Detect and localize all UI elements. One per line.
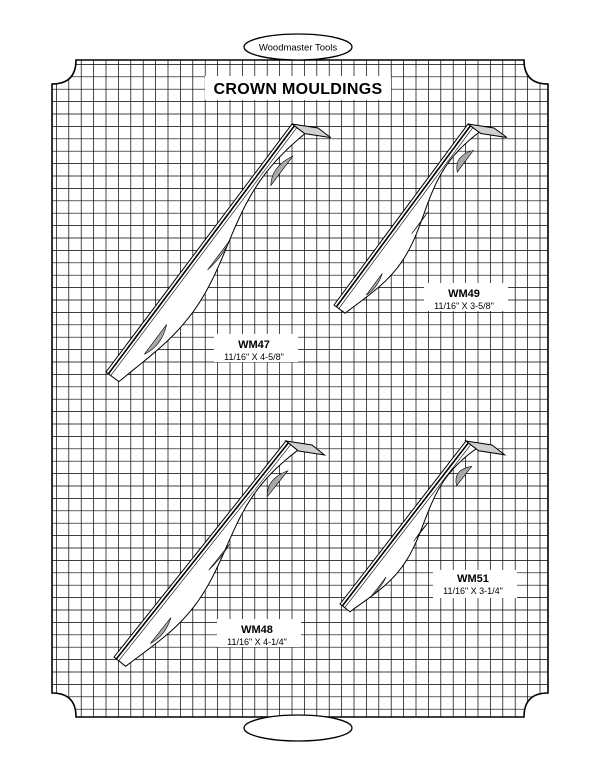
moulding-size: 11/16" X 4-5/8" [224,352,284,362]
brand-name: Woodmaster Tools [258,42,338,54]
moulding-size: 11/16" X 3-1/4" [443,586,503,596]
oval-badge-icon [244,715,352,741]
page-title: CROWN MOULDINGS [213,81,383,98]
moulding-name: WM49 [448,288,480,300]
page-title-block [205,76,391,100]
moulding-name: WM51 [457,573,489,585]
moulding-name: WM47 [238,339,270,351]
moulding-name: WM48 [241,624,273,636]
moulding-size: 11/16" X 3-5/8" [434,301,494,311]
moulding-size: 11/16" X 4-1/4" [227,637,287,647]
brand-badge [244,34,352,60]
